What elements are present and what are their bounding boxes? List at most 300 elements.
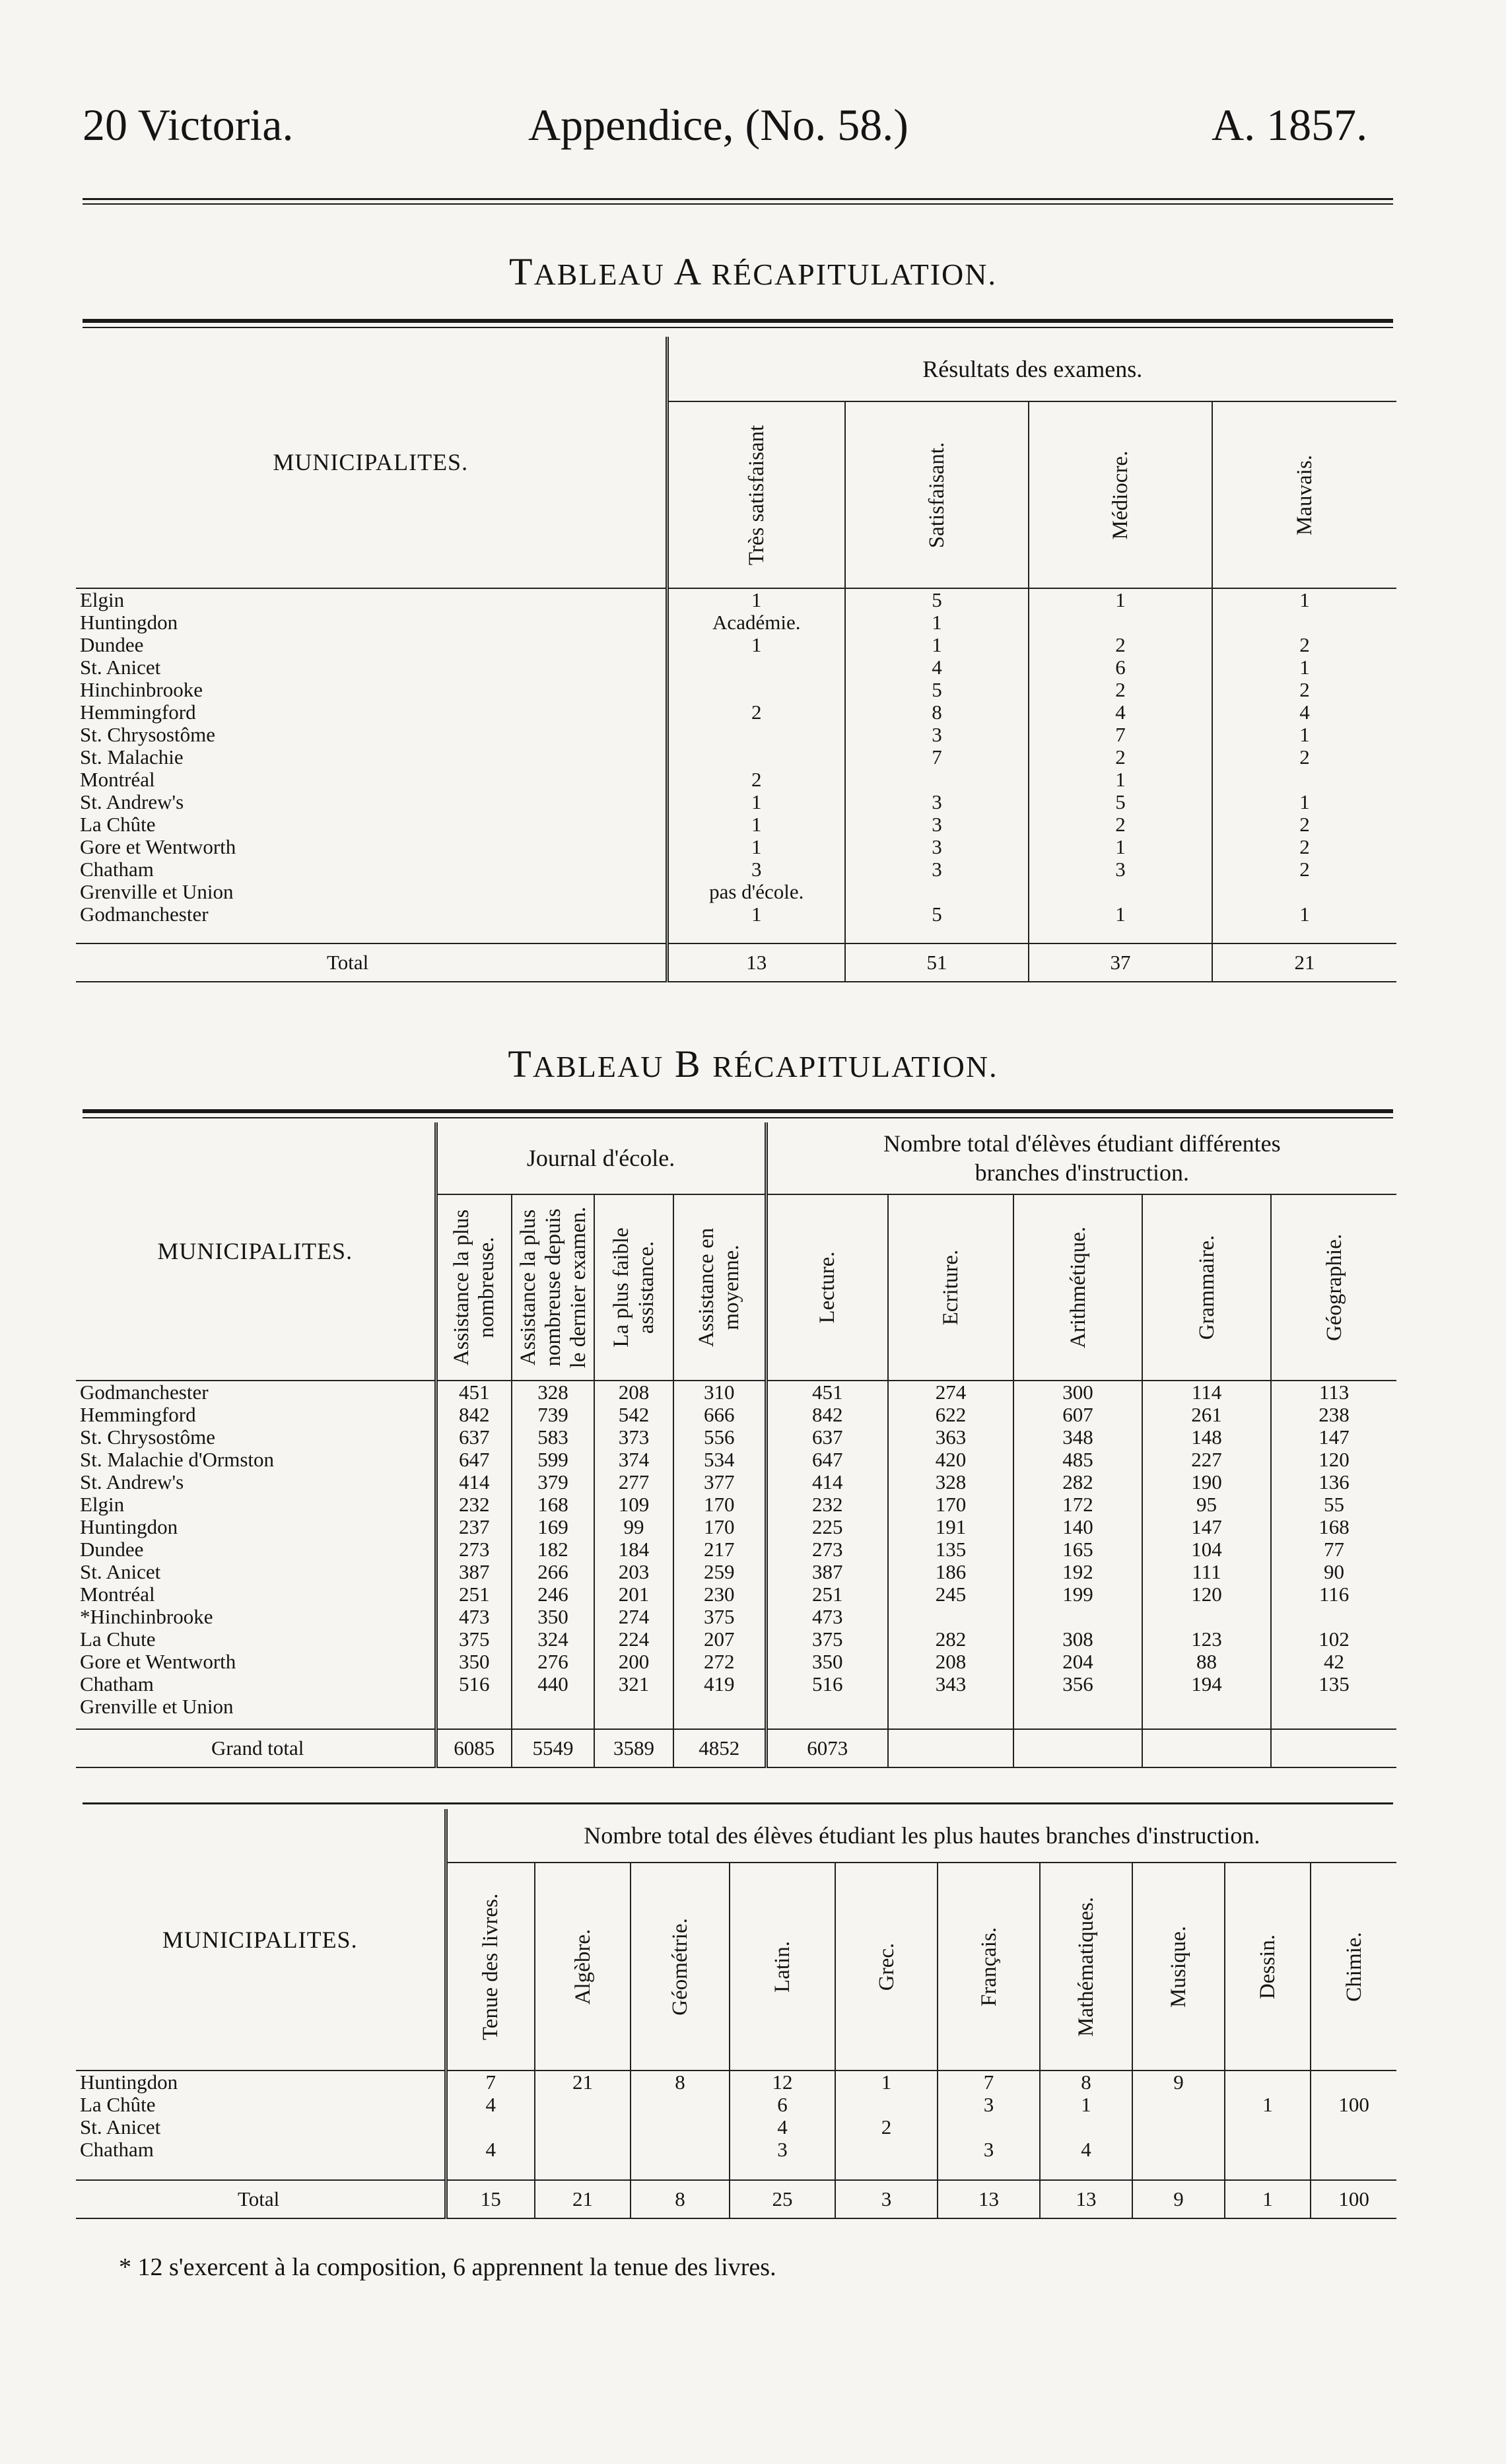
table_c-col-header	[1040, 1863, 1132, 2070]
table-a-title: TABLEAU A RÉCAPITULATION.	[509, 250, 997, 293]
cell-value: 203	[594, 1561, 673, 1583]
cell-value: 201	[594, 1583, 673, 1606]
table_c-col-header-text: Grec.	[874, 1942, 899, 1991]
table_b-col-header	[1142, 1194, 1271, 1381]
cell-value: 375	[673, 1606, 766, 1628]
total-row	[76, 2180, 1396, 2218]
cell-value: 2	[1029, 634, 1212, 656]
total-value	[888, 1729, 1013, 1767]
cell-value: 1	[1212, 588, 1396, 611]
total-value: 8	[631, 2180, 730, 2218]
row-name: Godmanchester	[80, 903, 209, 926]
cell-value: 328	[888, 1471, 1013, 1493]
cell-value: 5	[845, 588, 1029, 611]
cell-value: 190	[1142, 1471, 1271, 1493]
row-name: Grenville et Union	[80, 1695, 234, 1718]
table-row	[76, 746, 1396, 769]
table_a-col-header-text: Mauvais.	[1293, 454, 1317, 535]
row-name: *Hinchinbrooke	[80, 1606, 213, 1628]
cell-value: 1	[835, 2070, 938, 2094]
row-name: St. Malachie	[80, 746, 184, 769]
cell-value: 328	[512, 1381, 594, 1404]
cell-value: 3	[938, 2094, 1040, 2116]
cell-value: 542	[594, 1404, 673, 1426]
cell-value: 277	[594, 1471, 673, 1493]
cell-value	[888, 1606, 1013, 1628]
cell-value: 485	[1013, 1449, 1142, 1471]
cell-value	[845, 881, 1029, 903]
table_c-col-header	[938, 1863, 1040, 2070]
table-b-group-line2: branches d'instruction.	[975, 1159, 1189, 1186]
cell-value: 1	[1212, 656, 1396, 679]
table-row	[76, 1695, 1396, 1718]
table-row	[76, 2116, 1396, 2139]
total-label: Grand total	[76, 1729, 436, 1767]
cell-value: 246	[512, 1583, 594, 1606]
table-row	[76, 1471, 1396, 1493]
table_a-col-header-text: Médiocre.	[1109, 450, 1132, 539]
table-row	[76, 1449, 1396, 1471]
total-value: 1	[1225, 2180, 1311, 2218]
cell-value	[835, 2139, 938, 2161]
table-row	[76, 1516, 1396, 1538]
row-name: Chatham	[80, 2139, 154, 2161]
row-name: Godmanchester	[76, 1381, 436, 1404]
cell-value: 261	[1142, 1404, 1271, 1426]
cell-value: 120	[1142, 1583, 1271, 1606]
spacer	[1142, 1718, 1271, 1729]
row-name: La Chûte	[80, 813, 156, 836]
cell-value: 324	[512, 1628, 594, 1651]
cell-value: 2	[1212, 836, 1396, 858]
cell-value: 4	[845, 656, 1029, 679]
cell-value: 272	[673, 1651, 766, 1673]
table_c-col-header	[1311, 1863, 1396, 2070]
cell-value: 245	[888, 1583, 1013, 1606]
table_b-col-header	[766, 1194, 888, 1381]
cell-value: 556	[673, 1426, 766, 1449]
table_c-col-header-text: Algèbre.	[570, 1929, 595, 2004]
cell-value: 147	[1142, 1516, 1271, 1538]
total-value: 4852	[673, 1729, 766, 1767]
cell-value	[1029, 611, 1212, 634]
cell-value: 251	[436, 1583, 512, 1606]
cell-value: 534	[673, 1449, 766, 1471]
spacer-row	[76, 2161, 1396, 2180]
row-name: Montréal	[80, 1583, 155, 1606]
cell-value: 208	[888, 1651, 1013, 1673]
cell-value: Académie.	[667, 611, 845, 634]
cell-value: 2	[667, 769, 845, 791]
cell-value: 104	[1142, 1538, 1271, 1561]
total-value: 6073	[766, 1729, 888, 1767]
table-row	[76, 769, 1396, 791]
table-row	[76, 634, 1396, 656]
cell-value	[1225, 2116, 1311, 2139]
table-row	[76, 2139, 1396, 2161]
spacer	[673, 1718, 766, 1729]
spacer	[76, 926, 667, 943]
table_a-col-header-text: Très satisfaisant	[744, 425, 769, 565]
cell-value: 237	[436, 1516, 512, 1538]
cell-value: 100	[1311, 2094, 1396, 2116]
cell-value: 1	[845, 611, 1029, 634]
cell-value: 3	[1029, 858, 1212, 881]
row-name: La Chute	[80, 1628, 156, 1651]
cell-value	[845, 769, 1029, 791]
cell-value: 1	[845, 634, 1029, 656]
table_c-col-header	[730, 1863, 835, 2070]
cell-value: 276	[512, 1651, 594, 1673]
cell-value	[631, 2139, 730, 2161]
table-row	[76, 656, 1396, 679]
cell-value: 666	[673, 1404, 766, 1426]
row-name: St. Anicet	[80, 1561, 161, 1583]
cell-value	[1311, 2139, 1396, 2161]
cell-value: 135	[888, 1538, 1013, 1561]
cell-value: 232	[766, 1493, 888, 1516]
cell-value: 516	[766, 1673, 888, 1695]
cell-value	[1212, 769, 1396, 791]
cell-value: pas d'école.	[667, 881, 845, 903]
cell-value: 1	[667, 588, 845, 611]
spacer	[766, 1718, 888, 1729]
cell-value: 217	[673, 1538, 766, 1561]
row-name: St. Malachie d'Ormston	[80, 1449, 275, 1471]
table_a-col-header	[1212, 401, 1396, 588]
cell-value: 2	[1029, 746, 1212, 769]
cell-value	[1132, 2139, 1225, 2161]
spacer	[1013, 1718, 1142, 1729]
row-name: Montréal	[80, 769, 155, 791]
table_b-col-header	[1013, 1194, 1142, 1381]
table-row	[76, 1426, 1396, 1449]
total-value: 5549	[512, 1729, 594, 1767]
cell-value: 172	[1013, 1493, 1142, 1516]
spacer	[1212, 926, 1396, 943]
table-row	[76, 1538, 1396, 1561]
total-value: 9	[1132, 2180, 1225, 2218]
table_c-col-header	[1225, 1863, 1311, 2070]
cell-value: 186	[888, 1561, 1013, 1583]
table_b-col-header	[673, 1194, 766, 1381]
header-rule	[83, 198, 1393, 200]
cell-value: 2	[1212, 813, 1396, 836]
cell-value: 194	[1142, 1673, 1271, 1695]
table-c	[76, 1809, 1396, 2219]
spacer	[76, 1718, 436, 1729]
cell-value	[631, 2116, 730, 2139]
cell-value: 2	[1029, 679, 1212, 701]
row-name: Huntingdon	[80, 1516, 178, 1538]
row-name: St. Chrysostôme	[80, 724, 215, 746]
cell-value: 120	[1271, 1449, 1396, 1471]
row-name: Gore et Wentworth	[80, 1651, 236, 1673]
cell-value: 607	[1013, 1404, 1142, 1426]
spacer	[1311, 2161, 1396, 2180]
cell-value: 3	[845, 836, 1029, 858]
cell-value: 842	[436, 1404, 512, 1426]
cell-value: 622	[888, 1404, 1013, 1426]
cell-value: 350	[436, 1651, 512, 1673]
table-row	[76, 881, 1396, 903]
table-row	[76, 813, 1396, 836]
table-a-top-rule-2	[83, 327, 1393, 328]
cell-value: 637	[766, 1426, 888, 1449]
total-value: 21	[535, 2180, 631, 2218]
cell-value: 3	[845, 858, 1029, 881]
cell-value: 387	[766, 1561, 888, 1583]
cell-value: 4	[730, 2116, 835, 2139]
cell-value: 310	[673, 1381, 766, 1404]
cell-value: 168	[1271, 1516, 1396, 1538]
cell-value: 1	[1212, 903, 1396, 926]
cell-value: 420	[888, 1449, 1013, 1471]
cell-value: 308	[1013, 1628, 1142, 1651]
row-name: St. Andrew's	[80, 1471, 184, 1493]
table-row	[76, 1561, 1396, 1583]
cell-value: 259	[673, 1561, 766, 1583]
cell-value: 300	[1013, 1381, 1142, 1404]
cell-value: 3	[845, 813, 1029, 836]
spacer	[845, 926, 1029, 943]
cell-value: 116	[1271, 1583, 1396, 1606]
total-value: 51	[845, 943, 1029, 982]
cell-value: 6	[1029, 656, 1212, 679]
cell-value: 377	[673, 1471, 766, 1493]
spacer	[888, 1718, 1013, 1729]
cell-value: 451	[436, 1381, 512, 1404]
row-name: St. Anicet	[80, 656, 161, 679]
cell-value: 88	[1142, 1651, 1271, 1673]
table_b-col-header-text: Ecriture.	[939, 1249, 963, 1326]
row-name: Huntingdon	[80, 611, 178, 634]
cell-value	[594, 1695, 673, 1718]
cell-value: 375	[766, 1628, 888, 1651]
table-a-group-label: Résultats des examens.	[667, 337, 1396, 401]
row-name: Elgin	[76, 588, 667, 611]
table_c-col-header-text: Français.	[976, 1927, 1001, 2006]
spacer	[446, 2161, 535, 2180]
cell-value: 99	[594, 1516, 673, 1538]
table_c-col-header-text: Latin.	[770, 1940, 794, 1993]
cell-value	[1225, 2070, 1311, 2094]
cell-value: 191	[888, 1516, 1013, 1538]
cell-value: 842	[766, 1404, 888, 1426]
table_c-col-header-text: Musique.	[1167, 1925, 1190, 2008]
table-row	[76, 858, 1396, 881]
table_a-col-header	[1029, 401, 1212, 588]
cell-value: 1	[667, 634, 845, 656]
cell-value: 4	[1212, 701, 1396, 724]
table_c-col-header	[446, 1863, 535, 2070]
cell-value: 451	[766, 1381, 888, 1404]
row-name: Hemmingford	[80, 701, 196, 724]
table-row	[76, 1651, 1396, 1673]
cell-value: 109	[594, 1493, 673, 1516]
cell-value: 363	[888, 1426, 1013, 1449]
spacer	[835, 2161, 938, 2180]
cell-value: 348	[1013, 1426, 1142, 1449]
cell-value: 274	[888, 1381, 1013, 1404]
table-a-col-label: MUNICIPALITES.	[273, 449, 469, 475]
cell-value: 114	[1142, 1381, 1271, 1404]
cell-value: 111	[1142, 1561, 1271, 1583]
spacer	[1040, 2161, 1132, 2180]
table-row	[76, 679, 1396, 701]
cell-value: 230	[673, 1583, 766, 1606]
row-name: La Chûte	[80, 2094, 156, 2116]
table_c-col-header-text: Mathématiques.	[1074, 1896, 1098, 2037]
cell-value	[667, 679, 845, 701]
table_b-col-header	[594, 1194, 673, 1381]
cell-value: 147	[1271, 1426, 1396, 1449]
cell-value	[1040, 2116, 1132, 2139]
cell-value: 373	[594, 1426, 673, 1449]
cell-value: 2	[1212, 679, 1396, 701]
cell-value: 414	[436, 1471, 512, 1493]
cell-value: 3	[845, 791, 1029, 813]
table-row	[76, 724, 1396, 746]
cell-value: 1	[1225, 2094, 1311, 2116]
cell-value: 113	[1271, 1381, 1396, 1404]
row-name: Hinchinbrooke	[80, 679, 203, 701]
table_c-col-header-text: Tenue des livres.	[479, 1893, 503, 2040]
table-b-group-branches	[766, 1122, 1396, 1194]
cell-value: 182	[512, 1538, 594, 1561]
cell-value: 350	[766, 1651, 888, 1673]
cell-value: 204	[1013, 1651, 1142, 1673]
cell-value: 273	[766, 1538, 888, 1561]
spacer	[1225, 2161, 1311, 2180]
cell-value: 168	[512, 1493, 594, 1516]
table_c-col-header	[835, 1863, 938, 2070]
spacer	[512, 1718, 594, 1729]
table-row	[76, 903, 1396, 926]
table-b-title: TABLEAU B RÉCAPITULATION.	[508, 1043, 998, 1085]
cell-value: 1	[667, 903, 845, 926]
cell-value: 387	[436, 1561, 512, 1583]
cell-value: 207	[673, 1628, 766, 1651]
table-row	[76, 611, 1396, 634]
total-value: 6085	[436, 1729, 512, 1767]
row-name: Dundee	[80, 1538, 144, 1561]
cell-value: 2	[667, 701, 845, 724]
cell-value: 282	[888, 1628, 1013, 1651]
cell-value: 343	[888, 1673, 1013, 1695]
cell-value: 42	[1271, 1651, 1396, 1673]
cell-value	[835, 2094, 938, 2116]
table-row	[76, 1606, 1396, 1628]
cell-value: 6	[730, 2094, 835, 2116]
cell-value: 148	[1142, 1426, 1271, 1449]
cell-value: 379	[512, 1471, 594, 1493]
cell-value: 8	[845, 701, 1029, 724]
spacer-row	[76, 926, 1396, 943]
spacer	[76, 2161, 446, 2180]
cell-value: 136	[1271, 1471, 1396, 1493]
total-row	[76, 1729, 1396, 1767]
cell-value: 1	[667, 791, 845, 813]
cell-value: 1	[667, 813, 845, 836]
table-b-col-label: MUNICIPALITES.	[157, 1238, 353, 1264]
total-value: 100	[1311, 2180, 1396, 2218]
cell-value	[1212, 611, 1396, 634]
cell-value	[436, 1695, 512, 1718]
cell-value: 77	[1271, 1538, 1396, 1561]
cell-value: 4	[1040, 2139, 1132, 2161]
row-name: Chatham	[80, 1673, 154, 1695]
cell-value: 350	[512, 1606, 594, 1628]
cell-value	[667, 724, 845, 746]
cell-value	[631, 2094, 730, 2116]
table-b	[76, 1122, 1396, 1768]
spacer	[594, 1718, 673, 1729]
table_c-col-header-text: Dessin.	[1256, 1934, 1280, 1999]
table-b-top-rule	[83, 1109, 1393, 1113]
cell-value	[667, 746, 845, 769]
cell-value: 739	[512, 1404, 594, 1426]
cell-value: 375	[436, 1628, 512, 1651]
total-value	[1142, 1729, 1271, 1767]
cell-value: 2	[835, 2116, 938, 2139]
table_b-col-header-text: Assistance la plus nombreuse depuis le dernier examen.	[516, 1206, 590, 1369]
spacer	[730, 2161, 835, 2180]
row-name: Gore et Wentworth	[80, 836, 236, 858]
cell-value: 90	[1271, 1561, 1396, 1583]
cell-value: 251	[766, 1583, 888, 1606]
table_b-col-header-text: Arithmétique.	[1066, 1226, 1090, 1349]
cell-value: 321	[594, 1673, 673, 1695]
spacer	[1029, 926, 1212, 943]
spacer	[938, 2161, 1040, 2180]
table-b-top-rule-2	[83, 1117, 1393, 1118]
cell-value: 232	[436, 1493, 512, 1516]
table_c-col-header-text: Chimie.	[1342, 1932, 1366, 2002]
cell-value: 4	[1029, 701, 1212, 724]
cell-value	[1013, 1606, 1142, 1628]
cell-value: 192	[1013, 1561, 1142, 1583]
cell-value	[512, 1695, 594, 1718]
cell-value	[1212, 881, 1396, 903]
cell-value: 1	[667, 836, 845, 858]
cell-value: 3	[667, 858, 845, 881]
table_b-col-header	[888, 1194, 1013, 1381]
cell-value: 1	[1029, 836, 1212, 858]
header-rule-2	[83, 203, 1393, 205]
spacer	[631, 2161, 730, 2180]
table-row	[76, 1493, 1396, 1516]
cell-value	[1142, 1606, 1271, 1628]
cell-value	[1142, 1695, 1271, 1718]
cell-value: 1	[1212, 791, 1396, 813]
cell-value	[1271, 1606, 1396, 1628]
cell-value	[1132, 2094, 1225, 2116]
cell-value	[1132, 2116, 1225, 2139]
cell-value	[938, 2116, 1040, 2139]
cell-value: 282	[1013, 1471, 1142, 1493]
cell-value: 4	[446, 2094, 535, 2116]
cell-value: 9	[1132, 2070, 1225, 2094]
total-value: 3	[835, 2180, 938, 2218]
cell-value: 599	[512, 1449, 594, 1471]
table-row	[76, 791, 1396, 813]
table_b-col-header-text: Assistance la plus nombreuse.	[450, 1209, 499, 1366]
cell-value	[1311, 2070, 1396, 2094]
cell-value: 440	[512, 1673, 594, 1695]
table-row	[76, 836, 1396, 858]
header-left: 20 Victoria.	[83, 100, 294, 150]
